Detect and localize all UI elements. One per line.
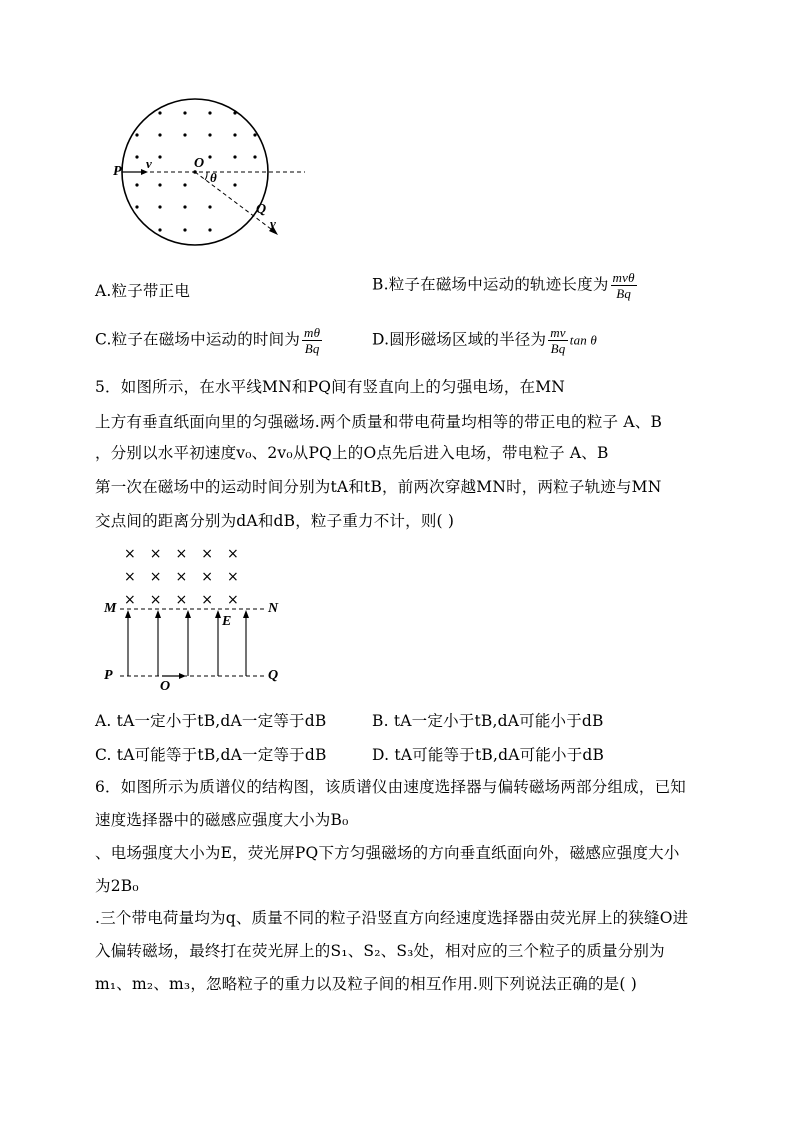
q4-b-numerator: mvθ bbox=[612, 270, 635, 285]
cross-row-2: ××××× bbox=[124, 569, 253, 585]
q4-c-numerator: mθ bbox=[304, 325, 321, 340]
q5-fig-label-n: N bbox=[268, 601, 279, 616]
q5-fig-label-p: P bbox=[104, 668, 113, 683]
q6-line-6: 入偏转磁场，最终打在荧光屏上的S₁、S₂、S₃处，相对应的三个粒子的质量分别为 bbox=[95, 942, 665, 960]
q6-line-1: 6．如图所示为质谱仪的结构图，该质谱仪由速度选择器与偏转磁场两部分组成，已知 bbox=[95, 778, 686, 796]
q5-line-1: 5．如图所示，在水平线MN和PQ间有竖直向上的匀强电场，在MN bbox=[95, 378, 566, 396]
q4-b-denominator: Bq bbox=[616, 286, 632, 301]
q5-line-4: 第一次在磁场中的运动时间分别为tA和tB，前两次穿越MN时，两粒子轨迹与MN bbox=[95, 478, 662, 496]
q4-option-c bbox=[95, 325, 324, 356]
q6-line-5: .三个带电荷量均为q、质量不同的粒子沿竖直方向经速度选择器由荧光屏上的狭缝O进 bbox=[95, 909, 689, 927]
q4-d-suffix: tan θ bbox=[569, 332, 598, 348]
q4-option-d-prefix: D.圆形磁场区域的半径为 bbox=[372, 330, 547, 349]
cross-row-1: ××××× bbox=[124, 546, 253, 562]
q6-line-4: 为2B₀ bbox=[95, 877, 139, 895]
q5-fig-label-m: M bbox=[104, 601, 117, 616]
q5-option-c: C. tA可能等于tB,dA一定等于dB bbox=[95, 746, 327, 764]
q4-option-b-fraction bbox=[611, 270, 637, 301]
q5-fig-label-q: Q bbox=[268, 668, 279, 683]
q5-fig-label-e: E bbox=[222, 614, 232, 629]
q4-option-c-fraction bbox=[302, 325, 322, 356]
q4-option-d bbox=[372, 325, 597, 356]
q6-line-7: m₁、m₂、m₃，忽略粒子的重力以及粒子间的相互作用.则下列说法正确的是( ) bbox=[95, 975, 637, 993]
q5-line-5: 交点间的距离分别为dA和dB，粒子重力不计，则( ) bbox=[95, 512, 455, 530]
q5-option-b: B. tA一定小于tB,dA可能小于dB bbox=[372, 712, 604, 730]
q5-option-d: D. tA可能等于tB,dA可能小于dB bbox=[372, 746, 605, 764]
q6-line-2: 速度选择器中的磁感应强度大小为B₀ bbox=[95, 811, 349, 829]
q5-option-a: A. tA一定小于tB,dA一定等于dB bbox=[95, 712, 327, 730]
q4-d-denominator: Bq bbox=[550, 341, 566, 356]
q4-option-a: A.粒子带正电 bbox=[95, 282, 191, 300]
q4-option-d-fraction bbox=[548, 325, 568, 356]
fig1-label-theta: θ bbox=[210, 170, 217, 185]
q6-line-3: 、电场强度大小为E，荧光屏PQ下方匀强磁场的方向垂直纸面向外，磁感应强度大小 bbox=[95, 844, 680, 862]
q4-c-denominator: Bq bbox=[304, 341, 320, 356]
q5-fig-crosses bbox=[124, 543, 253, 612]
q5-fig-label-o: O bbox=[160, 679, 171, 694]
fig1-label-p: P bbox=[113, 164, 122, 179]
cross-row-3: ××××× bbox=[124, 592, 253, 608]
q4-option-b-prefix: B.粒子在磁场中运动的轨迹长度为 bbox=[372, 275, 609, 294]
fig1-label-v-in: v bbox=[146, 156, 152, 171]
fig1-label-o: O bbox=[194, 156, 205, 171]
q5-line-2: 上方有垂直纸面向里的匀强磁场.两个质量和带电荷量均相等的带正电的粒子 A、B bbox=[95, 413, 663, 431]
q5-line-3: ，分别以水平初速度v₀、2v₀从PQ上的O点先后进入电场，带电粒子 A、B bbox=[95, 444, 609, 462]
q4-option-b bbox=[372, 270, 639, 301]
q4-option-c-prefix: C.粒子在磁场中运动的时间为 bbox=[95, 330, 301, 349]
q4-d-numerator: mv bbox=[550, 325, 566, 340]
fig1-label-v-out: v bbox=[270, 216, 276, 231]
fig1-label-q: Q bbox=[256, 202, 267, 217]
